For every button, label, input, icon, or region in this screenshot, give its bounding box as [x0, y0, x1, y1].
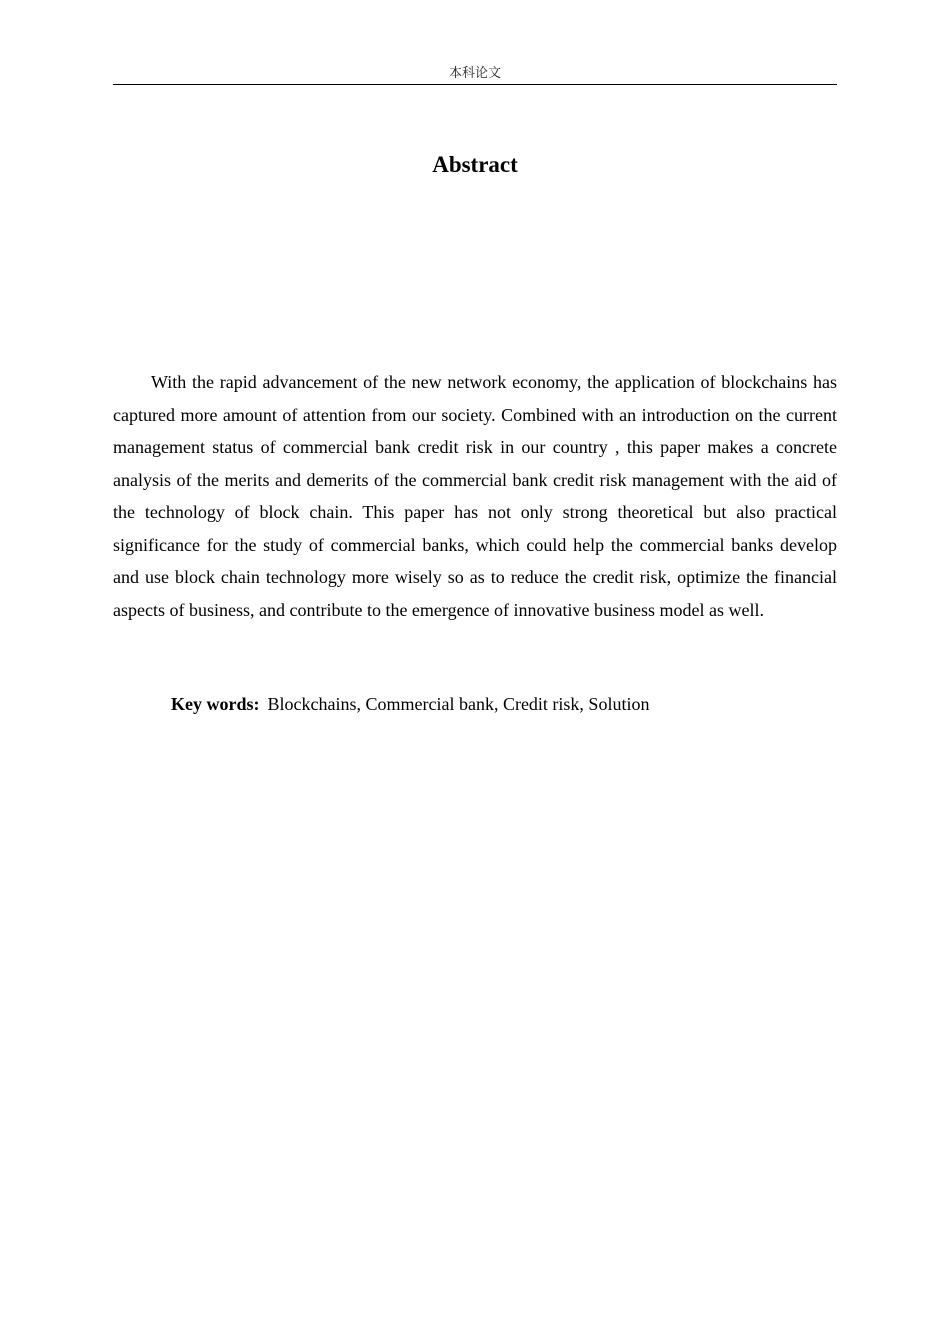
- keywords-value: Blockchains, Commercial bank, Credit risk, Solution: [267, 694, 650, 714]
- header-text: 本科论文: [448, 66, 501, 81]
- page-header: [113, 64, 837, 85]
- keywords-line: [171, 690, 837, 718]
- keywords-label: Key words:: [171, 694, 260, 714]
- abstract-paragraph: With the rapid advancement of the new network economy, the application of blockchains has captured more amount of attention from our society. Combined with an introduction on the current management status of commercial bank credit risk in our country , this paper makes a concrete analysis of the merits and demerits of the commercial bank credit risk management with the aid of the technology of block chain. This paper has not only strong theoretical but also practical significance for the study of commercial banks, which could help the commercial banks develop and use block chain technology more wisely so as to reduce the credit risk, optimize the financial aspects of business, and contribute to the emergence of innovative business model as well.: [113, 372, 837, 620]
- page-title: Abstract: [432, 152, 518, 177]
